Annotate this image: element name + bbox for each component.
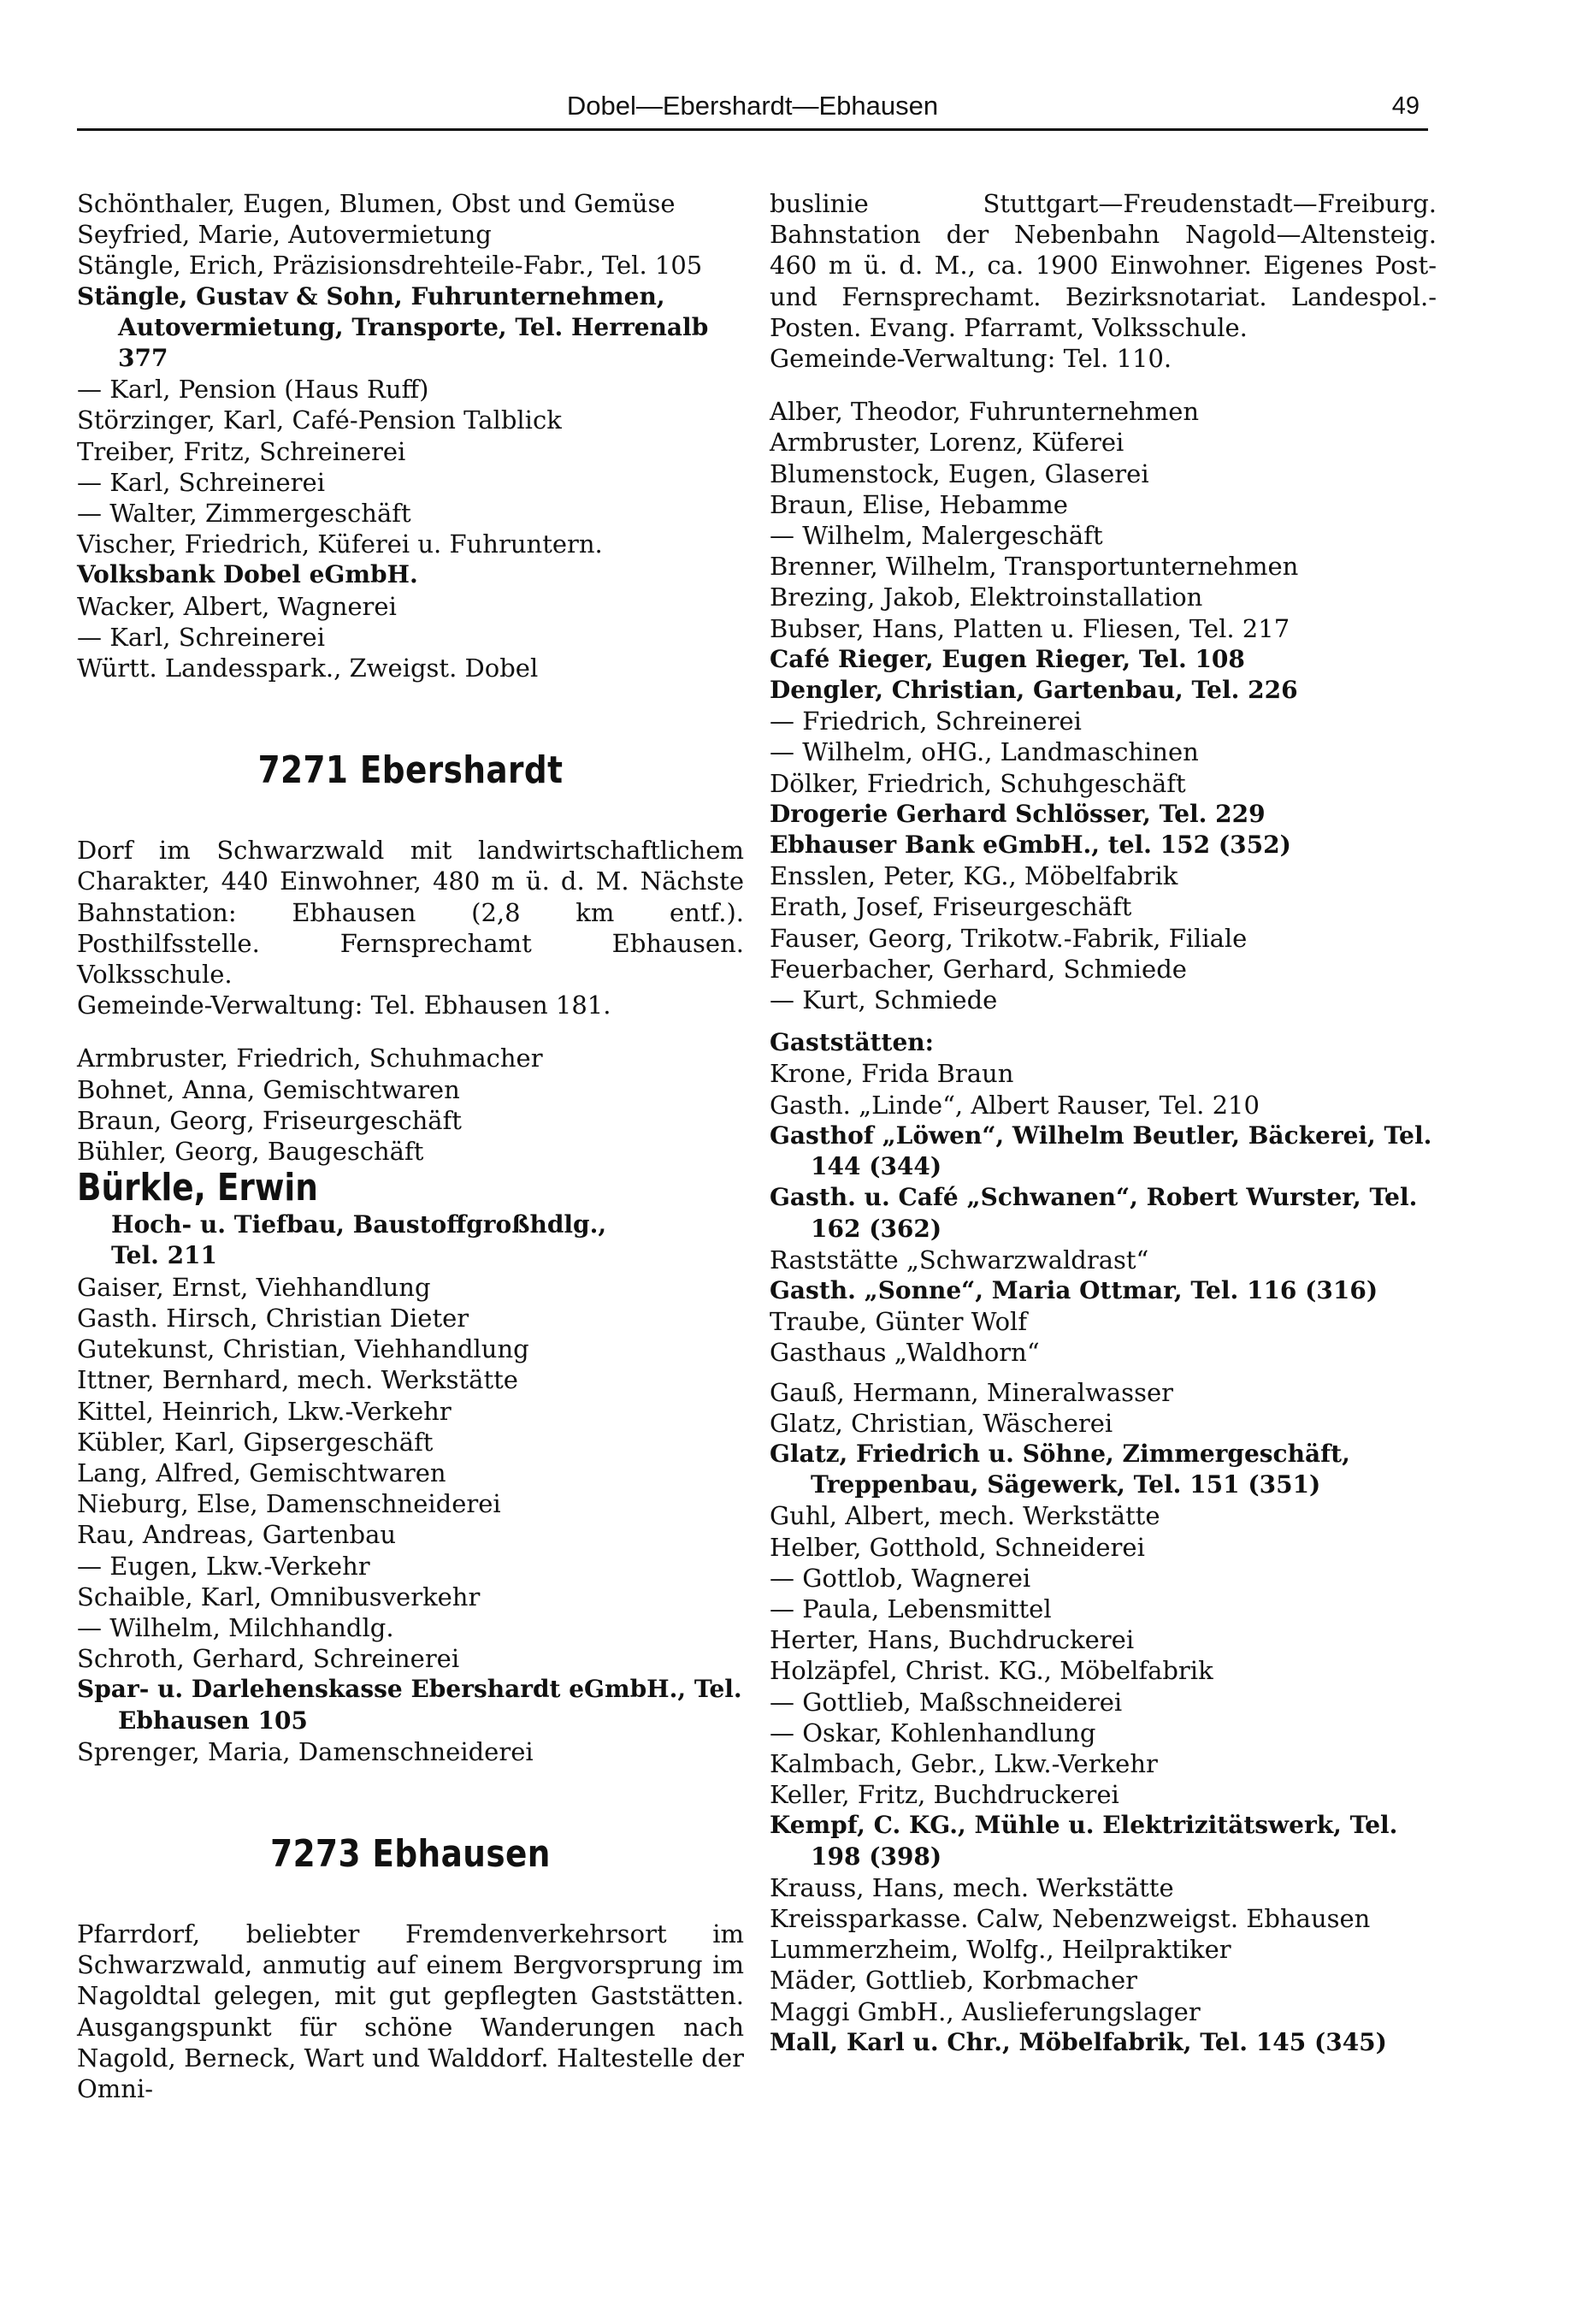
directory-entry: Maggi GmbH., Auslieferungslager: [770, 1996, 1201, 2026]
directory-entry: — Wilhelm, Malergeschäft: [770, 521, 1103, 551]
directory-entry: Lummerzheim, Wolfg., Heilpraktiker: [770, 1935, 1231, 1965]
directory-entry: Nieburg, Else, Damenschneiderei: [77, 1489, 501, 1519]
place-description: Dorf im Schwarzwald mit landwirtschaftlichem Charakter, 440 Einwohner, 480 m ü. d. M. Nächste Bahnstation: Ebhausen (2,8 km entf.). Posthilfsstelle. Fernsprechamt Ebhausen. Volksschule.: [77, 836, 744, 990]
directory-entry: Bohnet, Anna, Gemischtwaren: [77, 1074, 460, 1104]
directory-entry: Brenner, Wilhelm, Transportunternehmen: [770, 552, 1299, 582]
directory-entry: Württ. Landesspark., Zweigst. Dobel: [77, 653, 539, 683]
directory-entry-bold: Gasth. u. Café „Schwanen“, Robert Wurster, Tel. 162 (362): [770, 1183, 1418, 1243]
directory-entry-bold: Kempf, C. KG., Mühle u. Elektrizitätswerk, Tel. 198 (398): [770, 1811, 1398, 1871]
directory-entry: Dölker, Friedrich, Schuhgeschäft: [770, 768, 1186, 798]
directory-entry-bold: Spar- u. Darlehenskasse Ebershardt eGmbH., Tel. Ebhausen 105: [77, 1675, 742, 1735]
directory-entry: Gauß, Hermann, Mineralwasser: [770, 1377, 1173, 1407]
entry-list: [770, 1058, 1437, 1368]
entry-list: [770, 1377, 1437, 2058]
directory-entry: Blumenstock, Eugen, Glaserei: [770, 458, 1149, 488]
directory-entry: Bühler, Georg, Baugeschäft: [77, 1137, 424, 1167]
directory-entry: Herter, Hans, Buchdruckerei: [770, 1625, 1135, 1655]
directory-entry: Gutekunst, Christian, Viehhandlung: [77, 1334, 529, 1364]
directory-entry: Seyfried, Marie, Autovermietung: [77, 220, 492, 250]
directory-entry: Gaiser, Ernst, Viehhandlung: [77, 1272, 431, 1302]
spacer: [770, 1369, 1437, 1377]
directory-entry-bold: Mall, Karl u. Chr., Möbelfabrik, Tel. 145 (345): [770, 2027, 1387, 2056]
directory-entry-bold: Volksbank Dobel eGmbH.: [77, 560, 418, 589]
directory-entry: Kalmbach, Gebr., Lkw.-Verkehr: [770, 1748, 1158, 1778]
directory-entry: Brezing, Jakob, Elektroinstallation: [770, 582, 1203, 612]
directory-entry: Feuerbacher, Gerhard, Schmiede: [770, 954, 1187, 984]
administration-line: Gemeinde-Verwaltung: Tel. 110.: [770, 344, 1172, 374]
directory-entry: Armbruster, Friedrich, Schuhmacher: [77, 1044, 543, 1073]
spacer: [77, 1020, 744, 1043]
directory-entry: Erath, Josef, Friseurgeschäft: [770, 892, 1132, 922]
directory-entry: — Karl, Schreinerei: [77, 467, 325, 497]
section-heading-ebershardt: 7271 Ebershardt: [257, 748, 564, 793]
directory-entry: Helber, Gotthold, Schneiderei: [770, 1532, 1145, 1562]
directory-entry: Keller, Fritz, Buchdruckerei: [770, 1780, 1119, 1810]
directory-entry: — Karl, Pension (Haus Ruff): [77, 375, 429, 405]
subsection-heading: Gaststätten:: [770, 1028, 934, 1057]
directory-entry: Holzäpfel, Christ. KG., Möbelfabrik: [770, 1656, 1213, 1686]
directory-entry: Schaible, Karl, Omnibusverkehr: [77, 1582, 481, 1611]
directory-entry: Mäder, Gottlieb, Korbmacher: [770, 1966, 1137, 1996]
directory-entry: — Wilhelm, oHG., Landmaschinen: [770, 737, 1199, 767]
directory-entry-bold: Ebhauser Bank eGmbH., tel. 152 (352): [770, 831, 1291, 860]
directory-entry: Gasth. Hirsch, Christian Dieter: [77, 1303, 469, 1333]
directory-entry: Vischer, Friedrich, Küferei u. Fuhruntern.: [77, 529, 603, 559]
advertisement-line: Hoch- u. Tiefbau, Baustoffgroßhdlg.,: [111, 1210, 607, 1239]
directory-entry: Kübler, Karl, Gipsergeschäft: [77, 1427, 434, 1457]
directory-entry: Rau, Andreas, Gartenbau: [77, 1520, 397, 1550]
directory-entry: Treiber, Fritz, Schreinerei: [77, 436, 406, 466]
directory-entry: Schönthaler, Eugen, Blumen, Obst und Gemüse: [77, 189, 676, 218]
directory-entry-bold: Stängle, Gustav & Sohn, Fuhrunternehmen, Autovermietung, Transporte, Tel. Herrenalb 377: [77, 281, 709, 373]
directory-entry: — Walter, Zimmergeschäft: [77, 499, 411, 529]
place-description: Pfarrdorf, beliebter Fremdenverkehrsort im Schwarzwald, anmutig auf einem Bergvorsprung im Nagoldtal gelegen, mit gut gepflegten Gaststätten. Ausgangspunkt für schöne Wanderungen nach Nagold, Berneck, Wart und Walddorf. Haltestelle der Omni-: [77, 1919, 744, 2103]
directory-entry-bold: Dengler, Christian, Gartenbau, Tel. 226: [770, 676, 1298, 705]
page-number: 49: [1391, 92, 1420, 120]
directory-entry: — Kurt, Schmiede: [770, 985, 998, 1015]
page-header: [77, 86, 1428, 131]
directory-entry: Raststätte „Schwarzwaldrast“: [770, 1245, 1149, 1274]
directory-entry: Krauss, Hans, mech. Werkstätte: [770, 1872, 1174, 1902]
directory-entry: Sprenger, Maria, Damenschneiderei: [77, 1736, 534, 1766]
directory-entry: — Karl, Schreinerei: [77, 622, 325, 652]
directory-entry: — Friedrich, Schreinerei: [770, 707, 1082, 736]
spacer: [770, 374, 1437, 396]
directory-entry: Braun, Georg, Friseurgeschäft: [77, 1105, 462, 1135]
directory-entry: — Oskar, Kohlenhandlung: [770, 1718, 1096, 1747]
directory-entry: Gasth. „Linde“, Albert Rauser, Tel. 210: [770, 1090, 1260, 1120]
spacer: [770, 1015, 1437, 1027]
directory-entry: — Paula, Lebensmittel: [770, 1594, 1052, 1623]
directory-entry: Armbruster, Lorenz, Küferei: [770, 428, 1124, 458]
directory-entry: Krone, Frida Braun: [770, 1059, 1014, 1089]
directory-entry: — Eugen, Lkw.-Verkehr: [77, 1551, 370, 1581]
directory-entry: Alber, Theodor, Fuhrunternehmen: [770, 397, 1200, 427]
right-column: [770, 188, 1437, 2058]
place-description-continued: buslinie Stuttgart—Freudenstadt—Freiburg. Bahnstation der Nebenbahn Nagold—Altensteig. 460 m ü. d. M., ca. 1900 Einwohner. Eigenes Post- und Fernsprechamt. Bezirksnotariat. Landespol.-Posten. Evang. Pfarramt, Volksschule.: [770, 189, 1437, 342]
directory-entry: Ittner, Bernhard, mech. Werkstätte: [77, 1365, 518, 1395]
directory-entry: Wacker, Albert, Wagnerei: [77, 591, 397, 621]
directory-entry: Glatz, Christian, Wäscherei: [770, 1408, 1113, 1438]
directory-entry-bold: Gasth. „Sonne“, Maria Ottmar, Tel. 116 (316): [770, 1275, 1378, 1304]
directory-entry: Fauser, Georg, Trikotw.-Fabrik, Filiale: [770, 923, 1248, 953]
directory-entry-bold: Glatz, Friedrich u. Söhne, Zimmergeschäft, Treppenbau, Sägewerk, Tel. 151 (351): [770, 1439, 1350, 1499]
running-head: Dobel—Ebershardt—Ebhausen: [566, 91, 939, 121]
directory-entry: Braun, Elise, Hebamme: [770, 489, 1068, 519]
directory-entry: Traube, Günter Wolf: [770, 1307, 1028, 1337]
directory-entry: Ensslen, Peter, KG., Möbelfabrik: [770, 861, 1178, 891]
section-heading-ebhausen: 7273 Ebhausen: [270, 1831, 551, 1876]
advertisement-name: Bürkle, Erwin: [77, 1166, 318, 1210]
directory-entry-bold: Drogerie Gerhard Schlösser, Tel. 229: [770, 799, 1266, 828]
directory-entry: — Gottlieb, Maßschneiderei: [770, 1687, 1123, 1717]
directory-entry: Störzinger, Karl, Café-Pension Talblick: [77, 405, 562, 435]
directory-entry: Bubser, Hans, Platten u. Fliesen, Tel. 217: [770, 613, 1290, 643]
directory-entry: Schroth, Gerhard, Schreinerei: [77, 1644, 460, 1674]
directory-entry: Kreissparkasse. Calw, Nebenzweigst. Ebhausen: [770, 1903, 1371, 1933]
directory-entry: Guhl, Albert, mech. Werkstätte: [770, 1501, 1160, 1531]
administration-line: Gemeinde-Verwaltung: Tel. Ebhausen 181.: [77, 991, 611, 1020]
directory-entry: Lang, Alfred, Gemischtwaren: [77, 1458, 446, 1487]
left-column: [77, 188, 744, 2104]
directory-entry: — Wilhelm, Milchhandlg.: [77, 1612, 394, 1642]
directory-entry-bold: Gasthof „Löwen“, Wilhelm Beutler, Bäckerei, Tel. 144 (344): [770, 1121, 1432, 1181]
entry-list: [770, 396, 1437, 1015]
directory-entry: Gasthaus „Waldhorn“: [770, 1338, 1040, 1368]
directory-entry: Stängle, Erich, Präzisionsdrehteile-Fabr., Tel. 105: [77, 251, 703, 281]
directory-entry-bold: Café Rieger, Eugen Rieger, Tel. 108: [770, 644, 1245, 673]
advertisement-line: Tel. 211: [111, 1241, 218, 1270]
directory-entry: — Gottlob, Wagnerei: [770, 1563, 1031, 1593]
directory-entry: Kittel, Heinrich, Lkw.-Verkehr: [77, 1396, 452, 1426]
